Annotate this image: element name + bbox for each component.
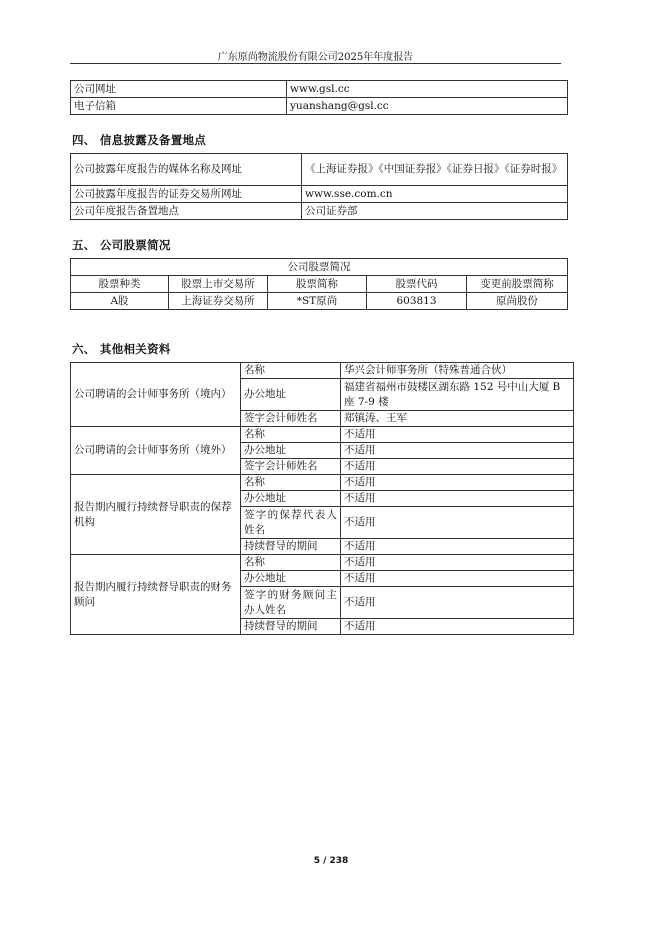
stock-table <box>70 258 568 310</box>
advisor-name-value: 不适用 <box>341 555 574 571</box>
advisor-period-value: 不适用 <box>341 619 574 635</box>
stock-header-short-name: 股票简称 <box>268 276 367 293</box>
overseas-accountant-value: 不适用 <box>341 459 574 475</box>
disclosure-media-label: 公司披露年度报告的媒体名称及网址 <box>71 154 302 186</box>
table-row <box>71 293 568 310</box>
stock-header-exchange: 股票上市交易所 <box>169 276 268 293</box>
table-row <box>71 363 574 379</box>
page-number: 5 / 238 <box>313 856 349 866</box>
stock-type: A股 <box>71 293 169 310</box>
sponsor-period-value: 不适用 <box>341 539 574 555</box>
table-row <box>71 186 568 203</box>
table-row <box>71 555 574 571</box>
advisor-period-label: 持续督导的期间 <box>241 619 341 635</box>
advisor-label: 报告期内履行持续督导职责的财务顾问 <box>71 555 241 635</box>
domestic-firm-label: 公司聘请的会计师事务所（境内） <box>71 363 241 427</box>
sponsor-name-value: 不适用 <box>341 475 574 491</box>
overseas-firm-label: 公司聘请的会计师事务所（境外） <box>71 427 241 475</box>
overseas-address-label: 办公地址 <box>241 443 341 459</box>
stock-caption: 公司股票简况 <box>71 259 568 276</box>
section-heading-disclosure: 四、 信息披露及备置地点 <box>72 133 207 147</box>
header-divider <box>70 63 561 64</box>
overseas-name-label: 名称 <box>241 427 341 443</box>
domestic-address-value: 福建省福州市鼓楼区湖东路 152 号中山大厦 B 座 7-9 楼 <box>341 379 574 411</box>
disclosure-exchange-label: 公司披露年度报告的证券交易所网址 <box>71 186 302 203</box>
overseas-name-value: 不适用 <box>341 427 574 443</box>
contact-table <box>70 80 568 115</box>
table-row <box>71 203 568 220</box>
domestic-accountant-label: 签字会计师姓名 <box>241 411 341 427</box>
advisor-name-label: 名称 <box>241 555 341 571</box>
section-heading-stock: 五、 公司股票简况 <box>72 238 171 252</box>
advisor-rep-value: 不适用 <box>341 587 574 619</box>
disclosure-table <box>70 153 568 220</box>
table-row <box>71 259 568 276</box>
stock-header-previous-name: 变更前股票简称 <box>467 276 568 293</box>
page-header-title: 广东原尚物流股份有限公司2025年年度报告 <box>217 52 414 63</box>
table-row <box>71 276 568 293</box>
advisor-address-label: 办公地址 <box>241 571 341 587</box>
contact-website-label: 公司网址 <box>71 81 287 98</box>
stock-header-code: 股票代码 <box>367 276 467 293</box>
section-heading-other: 六、 其他相关资料 <box>72 342 171 356</box>
contact-website-value: www.gsl.cc <box>287 81 568 98</box>
stock-exchange: 上海证券交易所 <box>169 293 268 310</box>
domestic-name-label: 名称 <box>241 363 341 379</box>
sponsor-rep-value: 不适用 <box>341 507 574 539</box>
table-row <box>71 427 574 443</box>
advisor-address-value: 不适用 <box>341 571 574 587</box>
sponsor-name-label: 名称 <box>241 475 341 491</box>
stock-header-type: 股票种类 <box>71 276 169 293</box>
other-info-table <box>70 362 574 635</box>
disclosure-exchange-value: www.sse.com.cn <box>302 186 568 203</box>
domestic-name-value: 华兴会计师事务所（特殊普通合伙） <box>341 363 574 379</box>
contact-email-label: 电子信箱 <box>71 98 287 115</box>
table-row <box>71 154 568 186</box>
stock-code: 603813 <box>367 293 467 310</box>
sponsor-address-value: 不适用 <box>341 491 574 507</box>
sponsor-rep-label: 签字的保荐代表人姓名 <box>241 507 341 539</box>
disclosure-location-value: 公司证券部 <box>302 203 568 220</box>
sponsor-address-label: 办公地址 <box>241 491 341 507</box>
advisor-rep-label: 签字的财务顾问主办人姓名 <box>241 587 341 619</box>
disclosure-location-label: 公司年度报告备置地点 <box>71 203 302 220</box>
sponsor-label: 报告期内履行持续督导职责的保荐机构 <box>71 475 241 555</box>
contact-email-value: yuanshang@gsl.cc <box>287 98 568 115</box>
disclosure-media-value: 《上海证券报》《中国证券报》《证券日报》《证券时报》 <box>302 154 568 186</box>
domestic-address-label: 办公地址 <box>241 379 341 411</box>
overseas-address-value: 不适用 <box>341 443 574 459</box>
stock-short-name: *ST原尚 <box>268 293 367 310</box>
stock-previous-name: 原尚股份 <box>467 293 568 310</box>
table-row <box>71 81 568 98</box>
domestic-accountant-value: 郑镇涛、王军 <box>341 411 574 427</box>
table-row <box>71 475 574 491</box>
overseas-accountant-label: 签字会计师姓名 <box>241 459 341 475</box>
table-row <box>71 98 568 115</box>
sponsor-period-label: 持续督导的期间 <box>241 539 341 555</box>
